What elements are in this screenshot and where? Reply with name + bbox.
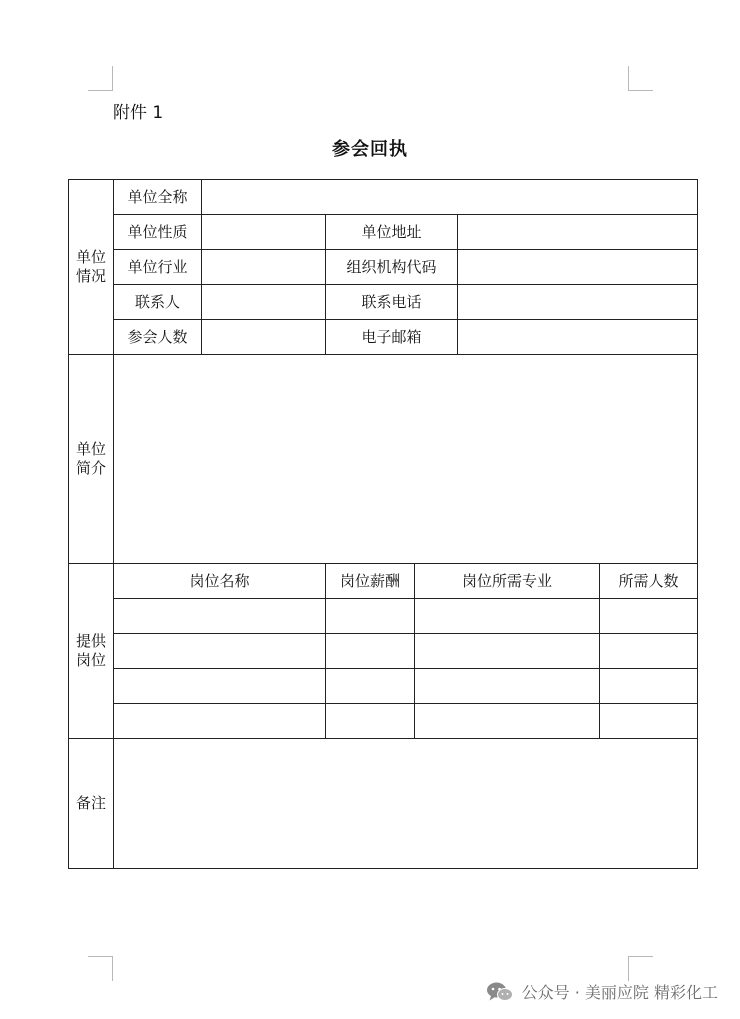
input-position-salary[interactable] <box>326 704 415 739</box>
footer-watermark <box>486 980 718 1003</box>
label-full-name: 单位全称 <box>114 180 202 215</box>
table-row <box>69 355 698 564</box>
input-position-salary[interactable] <box>326 669 415 704</box>
label-industry: 单位行业 <box>114 250 202 285</box>
input-position-count[interactable] <box>600 634 698 669</box>
label-org-code: 组织机构代码 <box>326 250 458 285</box>
input-position-salary[interactable] <box>326 634 415 669</box>
wechat-icon <box>486 981 514 1003</box>
input-position-salary[interactable] <box>326 599 415 634</box>
table-row <box>69 669 698 704</box>
registration-form-table <box>68 179 698 869</box>
table-row <box>69 180 698 215</box>
input-unit-intro[interactable] <box>114 355 698 564</box>
table-row <box>69 215 698 250</box>
input-attendees[interactable] <box>202 320 326 355</box>
header-position-salary: 岗位薪酬 <box>326 564 415 599</box>
input-email[interactable] <box>458 320 698 355</box>
crop-mark-top-left <box>88 66 113 91</box>
input-position-major[interactable] <box>415 669 600 704</box>
input-phone[interactable] <box>458 285 698 320</box>
input-address[interactable] <box>458 215 698 250</box>
watermark-text: 公众号 · 美丽应院 精彩化工 <box>521 983 718 1002</box>
input-position-major[interactable] <box>415 634 600 669</box>
section-remarks: 备注 <box>69 739 114 869</box>
page-title: 参会回执 <box>332 139 408 160</box>
table-row <box>69 599 698 634</box>
crop-mark-top-right <box>628 66 653 91</box>
crop-mark-bottom-left <box>88 956 113 981</box>
input-position-count[interactable] <box>600 599 698 634</box>
label-attendees: 参会人数 <box>114 320 202 355</box>
table-row <box>69 564 698 599</box>
input-position-name[interactable] <box>114 634 326 669</box>
table-row <box>69 739 698 869</box>
input-full-name[interactable] <box>202 180 698 215</box>
input-contact[interactable] <box>202 285 326 320</box>
input-position-name[interactable] <box>114 599 326 634</box>
section-unit-info: 单位 情况 <box>69 180 114 355</box>
label-address: 单位地址 <box>326 215 458 250</box>
input-position-count[interactable] <box>600 704 698 739</box>
table-row <box>69 320 698 355</box>
section-positions: 提供 岗位 <box>69 564 114 739</box>
input-position-name[interactable] <box>114 669 326 704</box>
input-org-code[interactable] <box>458 250 698 285</box>
label-nature: 单位性质 <box>114 215 202 250</box>
table-row <box>69 250 698 285</box>
table-row <box>69 634 698 669</box>
section-unit-intro: 单位 简介 <box>69 355 114 564</box>
label-email: 电子邮箱 <box>326 320 458 355</box>
label-phone: 联系电话 <box>326 285 458 320</box>
input-position-count[interactable] <box>600 669 698 704</box>
crop-mark-bottom-right <box>628 956 653 981</box>
header-position-name: 岗位名称 <box>114 564 326 599</box>
table-row <box>69 285 698 320</box>
input-industry[interactable] <box>202 250 326 285</box>
input-nature[interactable] <box>202 215 326 250</box>
label-contact: 联系人 <box>114 285 202 320</box>
input-position-name[interactable] <box>114 704 326 739</box>
attachment-label: 附件 1 <box>113 103 164 123</box>
header-position-major: 岗位所需专业 <box>415 564 600 599</box>
input-position-major[interactable] <box>415 704 600 739</box>
input-remarks[interactable] <box>114 739 698 869</box>
input-position-major[interactable] <box>415 599 600 634</box>
table-row <box>69 704 698 739</box>
header-position-count: 所需人数 <box>600 564 698 599</box>
